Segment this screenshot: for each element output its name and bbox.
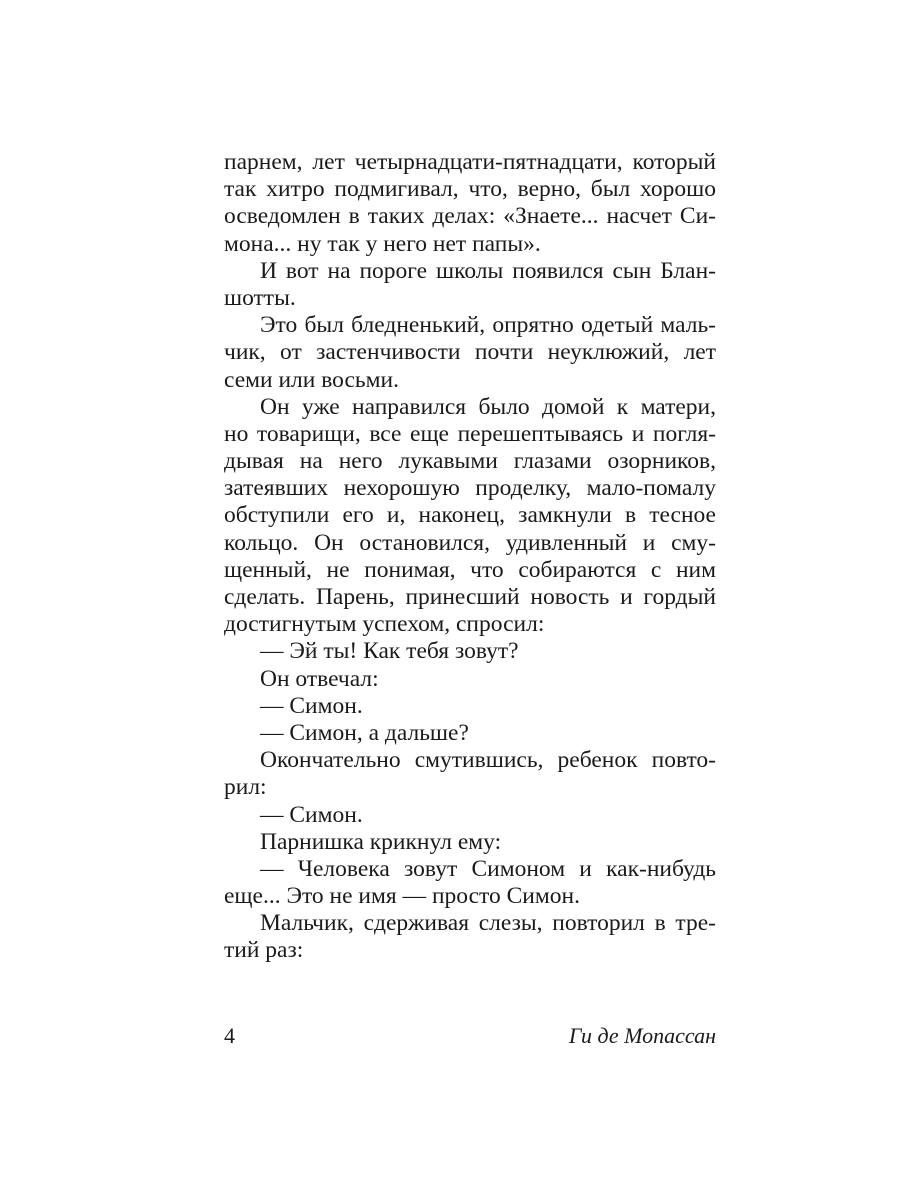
text-line: так хитро подмигивал, что, верно, был хорошо bbox=[224, 176, 716, 203]
text-line: затеявших нехорошую проделку, мало-помалу bbox=[224, 475, 716, 502]
text-line: рил: bbox=[224, 774, 267, 801]
dialogue-line: — Симон. bbox=[260, 801, 363, 828]
text-line: дывая на него лукавыми глазами озорников, bbox=[224, 448, 716, 475]
running-title: Ги де Мопассан bbox=[568, 1023, 716, 1048]
text-line: И вот на пороге школы появился сын Блан- bbox=[260, 257, 716, 284]
dialogue-line: — Симон, а дальше? bbox=[260, 719, 469, 746]
text-line: еще... Это не имя — просто Симон. bbox=[224, 883, 580, 910]
text-line: тий раз: bbox=[224, 937, 304, 964]
page-number: 4 bbox=[224, 1023, 235, 1048]
text-line: мона... ну так у него нет папы». bbox=[224, 230, 541, 257]
text-line: но товарищи, все еще перешептываясь и погля- bbox=[224, 420, 716, 447]
text-line: Он уже направился было домой к матери, bbox=[260, 393, 716, 420]
text-line: Мальчик, сдерживая слезы, повторил в тре- bbox=[260, 910, 716, 937]
text-line: Он отвечал: bbox=[260, 665, 379, 692]
dialogue-line: — Человека зовут Симоном и как-нибудь bbox=[260, 855, 716, 882]
text-line: кольцо. Он остановился, удивленный и сму- bbox=[224, 529, 716, 556]
text-line: достигнутым успехом, спросил: bbox=[224, 611, 545, 638]
dialogue-line: — Симон. bbox=[260, 692, 363, 719]
dialogue-line: — Эй ты! Как тебя зовут? bbox=[260, 638, 519, 665]
text-line: чик, от застенчивости почти неуклюжий, лет bbox=[224, 339, 716, 366]
text-line: Это был бледненький, опрятно одетый маль- bbox=[260, 312, 716, 339]
text-line: Парнишка крикнул ему: bbox=[260, 828, 502, 855]
text-line: обступили его и, наконец, замкнули в тесное bbox=[224, 502, 716, 529]
body-text bbox=[224, 149, 716, 965]
text-line: семи или восьми. bbox=[224, 366, 399, 393]
text-line: щенный, не понимая, что собираются с ним bbox=[224, 556, 716, 583]
text-line: сделать. Парень, принесший новость и гордый bbox=[224, 584, 716, 610]
text-line: парнем, лет четырнадцати-пятнадцати, который bbox=[224, 149, 716, 175]
text-line: осведомлен в таких делах: «Знаете... насчет Си- bbox=[224, 203, 716, 230]
text-line: Окончательно смутившись, ребенок повто- bbox=[260, 747, 716, 774]
text-line: шотты. bbox=[224, 284, 296, 311]
